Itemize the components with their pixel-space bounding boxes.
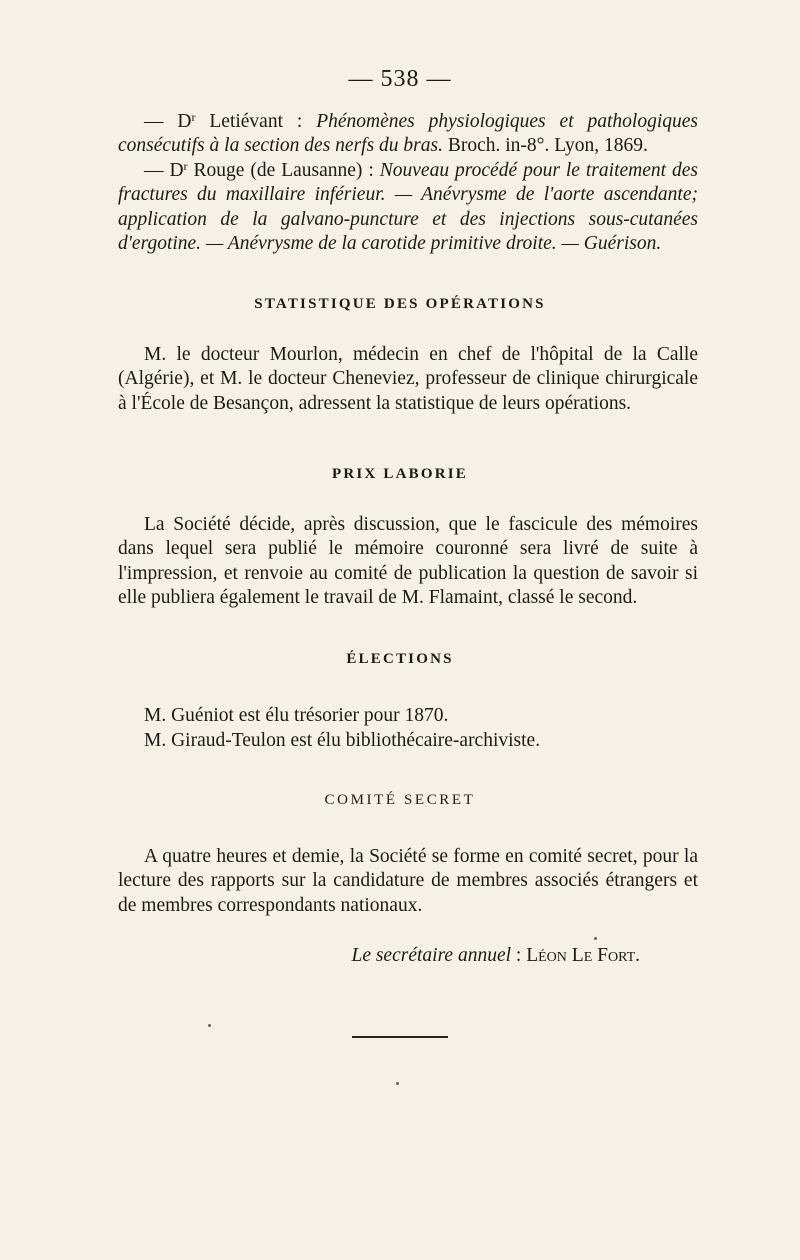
signature-name: Léon Le Fort. bbox=[526, 945, 640, 966]
reference-rouge bbox=[118, 159, 698, 257]
reference-title: Phénomènes physiologiques et pathologiques consécutifs à la section des nerfs du bras. bbox=[118, 111, 698, 157]
section-body-elections bbox=[118, 704, 698, 755]
section-heading-comite: COMITÉ SECRET bbox=[324, 792, 476, 808]
reference-list bbox=[118, 110, 698, 256]
signature bbox=[330, 945, 640, 967]
print-speck bbox=[396, 1082, 399, 1085]
election-line-bibliothecaire: M. Giraud-Teulon est élu bibliothécaire-archiviste. bbox=[144, 730, 541, 752]
page-number: — 538 — bbox=[348, 66, 452, 92]
reference-author: Rouge (de Lausanne) : bbox=[187, 159, 380, 181]
section-heading-prix: PRIX LABORIE bbox=[332, 466, 468, 482]
reference-title: Nouveau procédé pour le traitement des fractures du maxillaire inférieur. — Anévrysme de l'aorte ascendante; application de la galvano-puncture et des injections sous-cutanées d'ergotine. — Anévrysme de la carotide primitive droite. — Guérison. bbox=[118, 159, 698, 255]
reference-author: Letiévant : bbox=[195, 111, 317, 132]
section-body-prix bbox=[118, 513, 698, 611]
print-speck bbox=[594, 937, 597, 940]
reference-prefix: — D bbox=[144, 159, 184, 181]
print-speck bbox=[208, 1024, 211, 1027]
paragraph: A quatre heures et demie, la Société se forme en comité secret, pour la lecture des rapports sur la candidature de membres associés étrangers et de membres correspondants nationaux. bbox=[118, 846, 698, 916]
signature-role: Le secrétaire annuel bbox=[351, 945, 512, 966]
reference-suffix: Broch. in-8°. Lyon, 1869. bbox=[442, 135, 648, 157]
election-line-tresorier: M. Guéniot est élu trésorier pour 1870. bbox=[144, 705, 449, 726]
section-body-statistique bbox=[118, 343, 698, 416]
paragraph: La Société décide, après discussion, que le fascicule des mémoires dans lequel sera publié le mémoire couronné sera livré de suite à l'impression, et renvoie au comité de publication la question de savoir si elle publiera également le travail de M. Flamaint, classé le second. bbox=[118, 514, 698, 609]
reference-sup: r bbox=[183, 158, 188, 173]
reference-sup: r bbox=[191, 110, 196, 124]
section-heading-statistique: STATISTIQUE DES OPÉRATIONS bbox=[254, 296, 546, 312]
section-body-comite bbox=[118, 845, 698, 918]
closing-rule bbox=[352, 1036, 448, 1038]
reference-prefix: — D bbox=[144, 111, 192, 132]
section-heading-elections: ÉLECTIONS bbox=[346, 651, 454, 667]
signature-separator: : bbox=[511, 945, 527, 966]
reference-letievant bbox=[118, 110, 698, 159]
paragraph: M. le docteur Mourlon, médecin en chef de l'hôpital de la Calle (Algérie), et M. le docteur Cheneviez, professeur de clinique chirurgicale à l'École de Besançon, adressent la statistique de leurs opérations. bbox=[118, 344, 698, 414]
